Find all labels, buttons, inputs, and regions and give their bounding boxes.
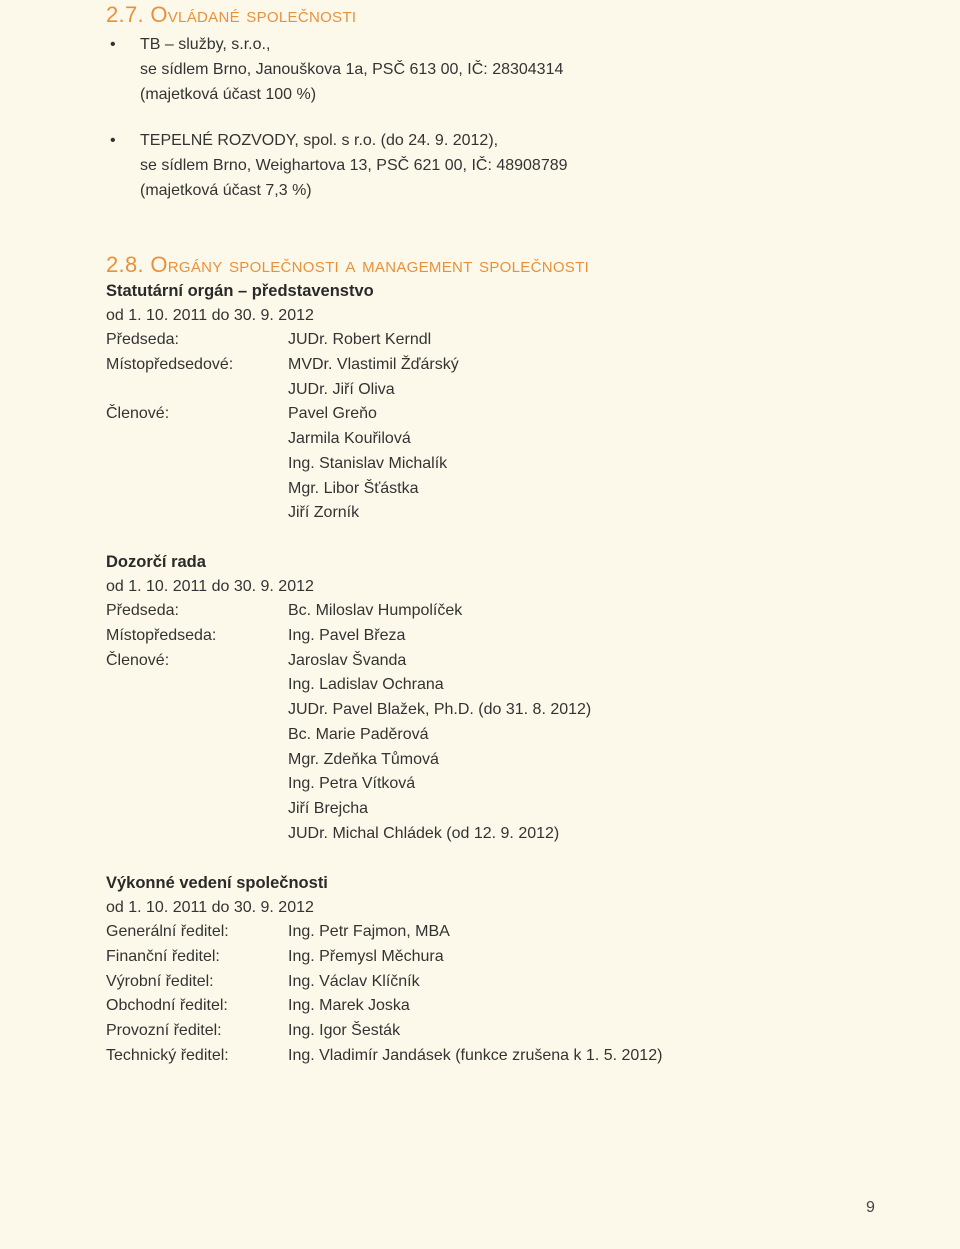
section-number: 2.7.	[106, 2, 144, 27]
member-row	[106, 945, 906, 970]
member-name: JUDr. Jiří Oliva	[288, 380, 395, 398]
member-row	[106, 723, 906, 748]
member-name: Jiří Brejcha	[288, 799, 369, 817]
section-title-rest: rgány společnosti a management společnosti	[167, 252, 590, 277]
member-row	[106, 822, 906, 847]
member-name: Ing. Petr Fajmon, MBA	[288, 923, 450, 941]
member-row	[106, 748, 906, 773]
bullet-icon: •	[110, 132, 116, 149]
member-name: Jaroslav Švanda	[288, 651, 407, 669]
role-label: Předseda:	[106, 331, 179, 349]
page-number: 9	[866, 1199, 875, 1216]
section-title-rest: vládané společnosti	[167, 2, 357, 27]
section-title-initial: O	[150, 2, 168, 27]
member-row	[106, 920, 906, 945]
role-label: Výrobní ředitel:	[106, 972, 214, 990]
section-heading-2-8	[106, 252, 589, 278]
member-row	[106, 797, 906, 822]
member-row	[106, 501, 906, 526]
member-name: Ing. Václav Klíčník	[288, 972, 420, 990]
role-label: Místopředsedové:	[106, 356, 234, 374]
member-name: Ing. Přemysl Měchura	[288, 948, 444, 966]
role-label: Členové:	[106, 405, 170, 423]
member-name: Pavel Greňo	[288, 405, 377, 423]
member-row	[106, 772, 906, 797]
period-dates: od 1. 10. 2011 do 30. 9. 2012	[106, 577, 314, 595]
subsection-title: Statutární orgán – představenstvo	[106, 282, 374, 300]
role-label: Finanční ředitel:	[106, 948, 220, 966]
member-row	[106, 673, 906, 698]
member-row	[106, 599, 906, 624]
member-name: MVDr. Vlastimil Žďárský	[288, 356, 459, 374]
list-item-line: TB – služby, s.r.o.,	[140, 36, 271, 53]
member-name: JUDr. Robert Kerndl	[288, 331, 432, 349]
member-row	[106, 452, 906, 477]
list-item-line: (majetková účast 7,3 %)	[140, 182, 312, 199]
role-label: Obchodní ředitel:	[106, 997, 228, 1015]
member-name: Ing. Igor Šesták	[288, 1022, 401, 1040]
member-name: JUDr. Pavel Blažek, Ph.D. (do 31. 8. 2012)	[288, 701, 592, 719]
role-label: Generální ředitel:	[106, 923, 229, 941]
member-row	[106, 378, 906, 403]
board-section	[106, 279, 906, 526]
member-row	[106, 328, 906, 353]
member-name: Mgr. Libor Šťástka	[288, 479, 419, 497]
list-item	[106, 128, 866, 203]
member-row	[106, 649, 906, 674]
member-name: JUDr. Michal Chládek (od 12. 9. 2012)	[288, 824, 560, 842]
member-row	[106, 402, 906, 427]
executive-management-section	[106, 871, 906, 1069]
member-name: Ing. Stanislav Michalík	[288, 454, 448, 472]
member-row	[106, 970, 906, 995]
member-name: Ing. Marek Joska	[288, 997, 410, 1015]
member-name: Ing. Vladimír Jandásek (funkce zrušena k 1. 5. 2012)	[288, 1046, 663, 1064]
supervisory-board-section	[106, 550, 906, 846]
member-row	[106, 994, 906, 1019]
member-row	[106, 1019, 906, 1044]
member-row	[106, 427, 906, 452]
member-name: Jiří Zorník	[288, 504, 360, 522]
member-name: Mgr. Zdeňka Tůmová	[288, 750, 439, 768]
period-dates: od 1. 10. 2011 do 30. 9. 2012	[106, 306, 314, 324]
member-name: Jarmila Kouřilová	[288, 430, 411, 448]
list-item-line: se sídlem Brno, Janouškova 1a, PSČ 613 00, IČ: 28304314	[140, 61, 564, 78]
list-item-line: (majetková účast 100 %)	[140, 86, 317, 103]
member-row	[106, 624, 906, 649]
member-name: Ing. Ladislav Ochrana	[288, 676, 444, 694]
member-row	[106, 353, 906, 378]
role-label: Členové:	[106, 651, 170, 669]
role-label: Technický ředitel:	[106, 1046, 229, 1064]
role-label: Místopředseda:	[106, 627, 217, 645]
member-name: Bc. Miloslav Humpolíček	[288, 602, 463, 620]
role-label: Provozní ředitel:	[106, 1022, 222, 1040]
subsection-title: Výkonné vedení společnosti	[106, 874, 328, 892]
member-name: Ing. Petra Vítková	[288, 775, 416, 793]
bullet-icon: •	[110, 36, 116, 53]
member-row	[106, 477, 906, 502]
member-name: Bc. Marie Paděrová	[288, 725, 429, 743]
section-title-initial: O	[150, 252, 168, 277]
list-item-line: TEPELNÉ ROZVODY, spol. s r.o. (do 24. 9. 2012),	[140, 132, 499, 149]
list-item-line: se sídlem Brno, Weighartova 13, PSČ 621 00, IČ: 48908789	[140, 157, 568, 174]
section-number: 2.8.	[106, 252, 144, 277]
section-heading-2-7	[106, 2, 356, 28]
list-item	[106, 32, 866, 107]
member-name: Ing. Pavel Březa	[288, 627, 406, 645]
role-label: Předseda:	[106, 602, 179, 620]
subsection-title: Dozorčí rada	[106, 553, 206, 571]
member-row	[106, 1044, 906, 1069]
period-dates: od 1. 10. 2011 do 30. 9. 2012	[106, 898, 314, 916]
member-row	[106, 698, 906, 723]
subsidiaries-list	[106, 32, 866, 224]
